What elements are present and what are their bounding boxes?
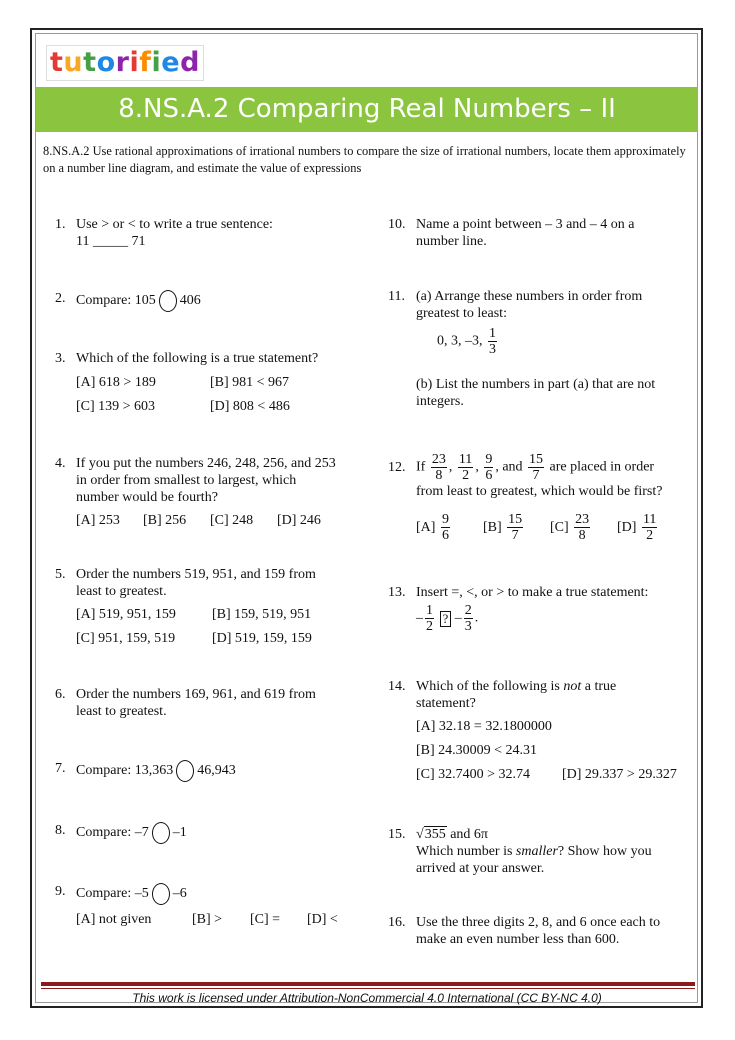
- option-d[interactable]: [D] 808 < 486: [210, 399, 290, 414]
- tutorified-logo: tutorified: [46, 45, 204, 81]
- option-a[interactable]: [A] 618 > 189: [76, 375, 156, 390]
- option-c[interactable]: [C] 248: [210, 513, 254, 528]
- fraction: $\frac{23}{8}$: [431, 452, 446, 483]
- comparison-circle[interactable]: [176, 760, 194, 782]
- option-a[interactable]: [A] $\frac{9}{6}$: [416, 512, 449, 543]
- option-c[interactable]: [C] 139 > 603: [76, 399, 156, 414]
- fraction: $\frac{9}{6}$: [485, 452, 493, 483]
- option-b[interactable]: [B] 981 < 967: [210, 375, 290, 390]
- option-d[interactable]: [D] 519, 159, 159: [212, 631, 312, 646]
- comparison-circle[interactable]: [152, 822, 170, 844]
- license-footer: This work is licensed under Attribution-NonCommercial 4.0 International (CC BY-NC 4.0): [132, 991, 602, 1005]
- option-c[interactable]: [C] 32.7400 > 32.74: [416, 767, 531, 782]
- fraction: $\frac{15}{7}$: [529, 452, 544, 483]
- worksheet-title-banner: [36, 87, 698, 132]
- comparison-circle[interactable]: [152, 883, 170, 905]
- fraction: $\frac{2}{3}$: [464, 603, 472, 634]
- option-b[interactable]: [B] 24.30009 < 24.31: [416, 743, 538, 758]
- answer-box[interactable]: ?: [440, 611, 452, 627]
- fraction: $\frac{1}{3}$: [489, 326, 496, 357]
- option-a[interactable]: [A] 253: [76, 513, 120, 528]
- fraction: $\frac{11}{2}$: [458, 452, 473, 483]
- option-a[interactable]: [A] not given: [76, 912, 152, 927]
- option-c[interactable]: [C] =: [250, 912, 281, 927]
- comparison-circle[interactable]: [159, 290, 177, 312]
- option-b[interactable]: [B] 256: [143, 513, 187, 528]
- option-b[interactable]: [B] $\frac{15}{7}$: [483, 512, 523, 543]
- option-c[interactable]: [C] $\frac{23}{8}$: [550, 512, 590, 543]
- square-root: √355: [416, 827, 446, 842]
- option-d[interactable]: [D] <: [307, 912, 338, 927]
- option-c[interactable]: [C] 951, 159, 519: [76, 631, 176, 646]
- footer-rule-thin: [41, 988, 695, 989]
- fraction: $\frac{1}{2}$: [426, 603, 433, 634]
- option-b[interactable]: [B] 159, 519, 951: [212, 607, 312, 622]
- worksheet-title: 8.NS.A.2 Comparing Real Numbers – II: [118, 94, 616, 124]
- option-d[interactable]: [D] 29.337 > 29.327: [562, 767, 677, 782]
- footer-rule: [41, 982, 695, 986]
- standard-description: 8.NS.A.2 Use rational approximations of irrational numbers to compare the size of irrational numbers, locate them approximately on a number line diagram, and estimate the value of expressions: [43, 144, 686, 175]
- option-a[interactable]: [A] 32.18 = 32.1800000: [416, 719, 552, 734]
- option-a[interactable]: [A] 519, 951, 159: [76, 607, 176, 622]
- option-b[interactable]: [B] >: [192, 912, 223, 927]
- option-d[interactable]: [D] $\frac{11}{2}$: [617, 512, 657, 543]
- option-d[interactable]: [D] 246: [277, 513, 321, 528]
